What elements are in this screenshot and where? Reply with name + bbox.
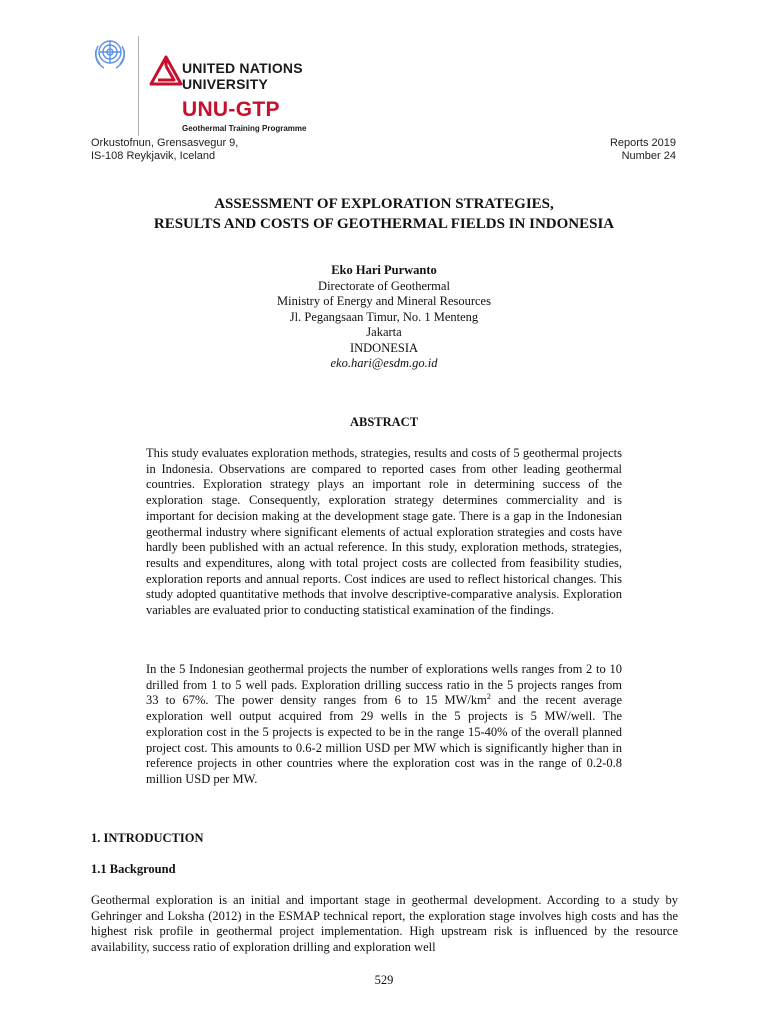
logo-divider <box>138 36 139 136</box>
abstract-paragraph-1: This study evaluates exploration methods, strategies, results and costs of 5 geothermal projects in Indonesia. Observations are compared to reported cases from other leading geothermal countries. Exploration strategy plays an important role in determining success of the exploration stage. Consequently, exploration strategy determines commerciality and is important for decision making at the development stage gate. There is a gap in the Indonesian geothermal industry where significant elements of actual exploration strategies and costs have hardly been published with an actual reference. In this study, exploration methods, strategies, results and expenditures, along with total project costs are collected from feasibility studies, exploration reports and annual reports. Cost indices are used to reflect historical changes. This study adopted quantitative methods that involve descriptive-comparative analysis. Exploration variables are evaluated prior to conducting statistical examination of the findings. <box>146 446 622 618</box>
author-affiliation-2: Ministry of Energy and Mineral Resources <box>277 294 491 308</box>
page-number: 529 <box>374 973 394 987</box>
km-squared-superscript: 2 <box>486 692 491 702</box>
abstract-paragraph-2-part-1: In the 5 Indonesian geothermal projects the number of explorations wells ranges from 2 to 10 drilled from 1 to 5 well pads. Exploration drilling success ratio in the 5 projects ranges from 33 to 67%. The power density ranges from 6 to 15 MW/km <box>146 662 622 708</box>
abstract-paragraph-2 <box>146 662 622 788</box>
author-block <box>134 263 634 372</box>
programme-acronym: UNU-GTP <box>182 98 280 121</box>
org-name-line-1: UNITED NATIONS <box>182 60 303 76</box>
section-heading-introduction: 1. INTRODUCTION <box>91 831 204 845</box>
author-affiliation-1: Directorate of Geothermal <box>318 278 450 293</box>
introduction-paragraph-1: Geothermal exploration is an initial and important stage in geothermal development. According to a study by Gehringer and Loksha (2012) in the ESMAP technical report, the exploration stage involves high costs and has the highest risk profile in geothermal project implementation. High upstream risk is influenced by the resource availability, success ratio of exploration drilling and exploration well <box>91 893 678 955</box>
author-email: eko.hari@esdm.go.id <box>330 356 438 370</box>
address-line-1: Orkustofnun, Grensasvegur 9, <box>91 137 239 149</box>
paper-title <box>60 194 708 234</box>
author-name: Eko Hari Purwanto <box>331 263 437 277</box>
title-line-2: RESULTS AND COSTS OF GEOTHERMAL FIELDS IN INDONESIA <box>153 216 615 232</box>
abstract-paragraph-2-part-2: and the recent average exploration well output acquired from 29 wells in the 5 projects is 5 MW/well. The exploration cost in the 5 projects is expected to be in the range 15-40% of the overall planned project cost. This amounts to 0.6-2 million USD per MW which is significantly higher than in reference projects in other countries where the exploration cost was in the range of 0.2-0.8 million USD per MW. <box>146 693 622 786</box>
unu-gtp-logo <box>90 30 330 140</box>
unu-triangle-icon <box>148 54 184 90</box>
org-name-line-2: UNIVERSITY <box>182 76 269 92</box>
address-line-2: IS-108 Reykjavik, Iceland <box>91 150 216 162</box>
un-emblem-icon <box>90 34 130 74</box>
author-country: INDONESIA <box>349 340 419 355</box>
title-line-1: ASSESSMENT OF EXPLORATION STRATEGIES, <box>214 196 554 212</box>
author-address: Jl. Pegangsaan Timur, No. 1 Menteng <box>289 309 479 324</box>
report-series: Reports 2019 <box>609 137 676 149</box>
report-number: Number 24 <box>621 150 676 162</box>
abstract-heading: ABSTRACT <box>349 415 419 429</box>
author-city: Jakarta <box>366 325 402 339</box>
subsection-heading-background: 1.1 Background <box>91 862 176 876</box>
programme-name: Geothermal Training Programme <box>182 124 307 133</box>
